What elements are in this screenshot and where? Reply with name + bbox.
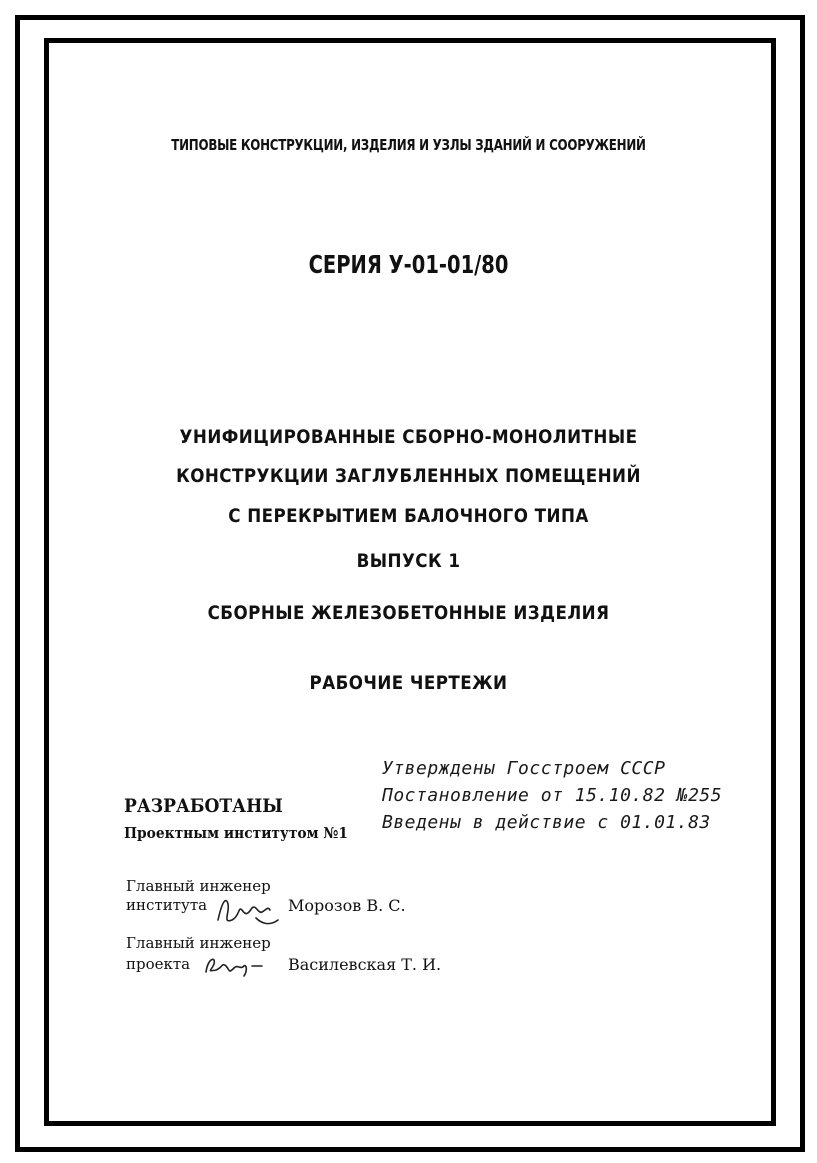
approval-line-3: Введены в действие с 01.01.83 bbox=[382, 812, 711, 833]
section-title: СБОРНЫЕ ЖЕЛЕЗОБЕТОННЫЕ ИЗДЕЛИЯ bbox=[207, 602, 610, 624]
approval-line-2: Постановление от 15.10.82 №255 bbox=[382, 785, 723, 806]
signature-morozov bbox=[212, 890, 284, 930]
chief-project-label-2: проекта bbox=[126, 955, 191, 973]
chief-institute-label-2: института bbox=[126, 896, 208, 914]
title-line-2: КОНСТРУКЦИИ ЗАГЛУБЛЕННЫХ ПОМЕЩЕНИЙ bbox=[176, 465, 641, 487]
developer-title: РАЗРАБОТАНЫ bbox=[124, 795, 283, 817]
developer-organization: Проектным институтом №1 bbox=[124, 824, 348, 842]
drawings-title: РАБОЧИЕ ЧЕРТЕЖИ bbox=[309, 672, 508, 694]
signature-vasilevskaya bbox=[200, 948, 266, 982]
chief-project-label-1: Главный инженер bbox=[126, 934, 271, 952]
title-line-3: С ПЕРЕКРЫТИЕМ БАЛОЧНОГО ТИПА bbox=[228, 505, 589, 527]
title-line-1: УНИФИЦИРОВАННЫЕ СБОРНО-МОНОЛИТНЫЕ bbox=[179, 426, 638, 448]
chief-institute-label-1: Главный инженер bbox=[126, 877, 271, 895]
chief-project-name: Василевская Т. И. bbox=[288, 955, 442, 974]
issue-number: ВЫПУСК 1 bbox=[356, 550, 461, 572]
document-header: ТИПОВЫЕ КОНСТРУКЦИИ, ИЗДЕЛИЯ И УЗЛЫ ЗДАНИЙ И СООРУЖЕНИЙ bbox=[171, 136, 646, 154]
approval-line-1: Утверждены Госстроем СССР bbox=[382, 758, 666, 779]
series-title: СЕРИЯ У-01-01/80 bbox=[308, 250, 509, 279]
chief-institute-name: Морозов В. С. bbox=[288, 896, 406, 915]
